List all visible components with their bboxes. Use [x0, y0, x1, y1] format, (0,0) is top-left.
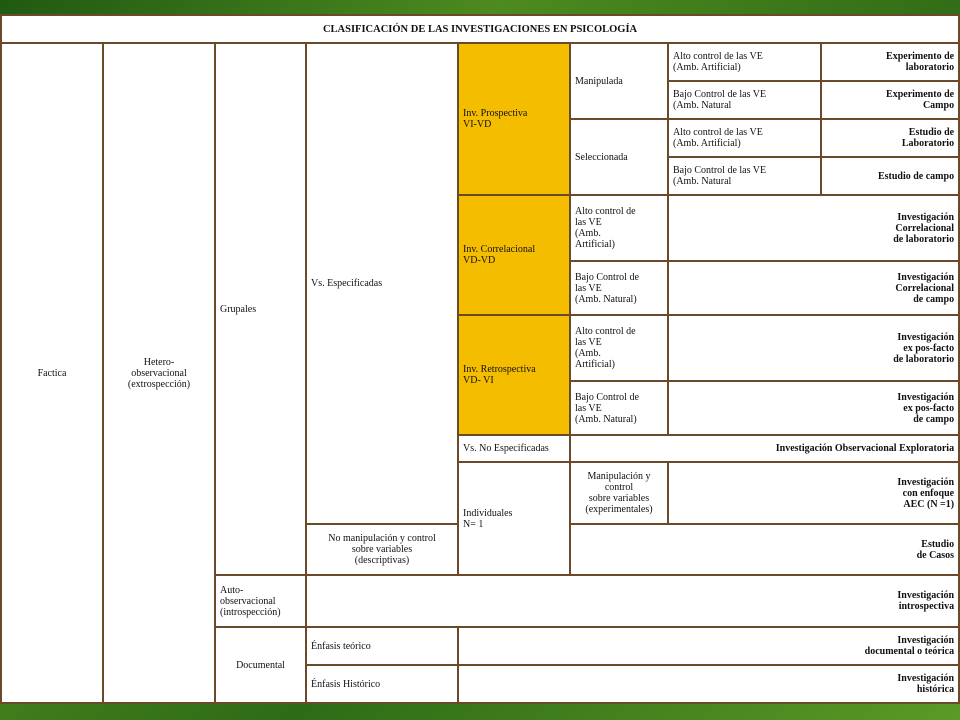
seleccionada-cell	[570, 119, 668, 195]
aec-cell	[668, 462, 959, 524]
prospectiva-cell	[458, 43, 570, 195]
manipulada-label: Manipulada	[575, 75, 623, 87]
corr-alto-cell	[570, 195, 668, 261]
correlacional-label: Inv. Correlacional VD-VD	[463, 244, 536, 266]
enfasis-teorico-cell	[306, 627, 458, 665]
hetero-cell	[103, 43, 215, 703]
historica-cell	[458, 665, 959, 703]
expos-lab-cell	[668, 315, 959, 381]
est-campo-cell	[821, 157, 959, 195]
documental-cell	[215, 627, 306, 703]
manip-bajo-cell	[668, 81, 821, 119]
expos-campo-label: Investigación ex pos-facto de campo	[897, 391, 955, 425]
documental-result-cell	[458, 627, 959, 665]
enfasis-historico-cell	[306, 665, 458, 703]
especificadas-label: Vs. Especificadas	[311, 278, 383, 289]
retrospectiva-cell	[458, 315, 570, 435]
classification-table-container	[0, 14, 960, 704]
no-manipulacion-cell	[306, 524, 458, 575]
retro-alto-label: Alto control de las VE (Amb. Artificial)	[575, 326, 636, 370]
hetero-label: Hetero- observacional (extrospección)	[127, 356, 191, 390]
expos-campo-cell	[668, 381, 959, 435]
aec-label: Investigación con enfoque AEC (N =1)	[897, 476, 955, 510]
casos-cell	[570, 524, 959, 575]
corr-bajo-label: Bajo Control de las VE (Amb. Natural)	[575, 271, 639, 305]
classification-table	[0, 14, 960, 704]
retro-bajo-cell	[570, 381, 668, 435]
manipulacion-label: Manipulación y control sobre variables (experimentales)	[585, 471, 653, 515]
observacional-cell	[570, 435, 959, 462]
observacional-label: Investigación Observacional Exploratoria	[775, 443, 955, 454]
prospectiva-label: Inv. Prospectiva VI-VD	[463, 108, 528, 130]
manipulacion-cell	[570, 462, 668, 524]
est-campo-label: Estudio de campo	[877, 170, 955, 182]
introspectiva-label: Investigación introspectiva	[897, 590, 955, 612]
seleccionada-label: Seleccionada	[575, 151, 628, 163]
expos-lab-label: Investigación ex pos-facto de laboratorio	[893, 331, 955, 365]
factica-cell	[1, 43, 103, 703]
selec-bajo-cell	[668, 157, 821, 195]
factica-label: Factica	[37, 367, 67, 379]
enfasis-teorico-label: Énfasis teórico	[311, 640, 371, 652]
manip-bajo-label: Bajo Control de las VE (Amb. Natural	[673, 89, 767, 111]
selec-bajo-label: Bajo Control de las VE (Amb. Natural	[673, 165, 767, 187]
corr-campo-label: Investigación Correlacional de campo	[895, 271, 955, 305]
exp-campo-cell	[821, 81, 959, 119]
casos-label: Estudio de Casos	[916, 538, 955, 561]
enfasis-historico-label: Énfasis Histórico	[311, 678, 381, 690]
est-lab-label: Estudio de Laboratorio	[901, 127, 955, 149]
auto-label: Auto- observacional (introspección)	[220, 584, 281, 618]
corr-lab-cell	[668, 195, 959, 261]
table-title: CLASIFICACIÓN DE LAS INVESTIGACIONES EN PSICOLOGÍA	[1, 15, 959, 43]
documental-result-label: Investigación documental o teórica	[864, 635, 955, 657]
exp-lab-label: Experimento de laboratorio	[886, 51, 955, 73]
no-especificadas-label: Vs. No Especificadas	[463, 443, 549, 454]
introspectiva-cell	[306, 575, 959, 627]
corr-alto-label: Alto control de las VE (Amb. Artificial)	[575, 206, 636, 250]
est-lab-cell	[821, 119, 959, 157]
corr-lab-label: Investigación Correlacional de laboratorio	[893, 211, 955, 245]
retro-bajo-label: Bajo Control de las VE (Amb. Natural)	[575, 391, 639, 425]
selec-alto-cell	[668, 119, 821, 157]
exp-lab-cell	[821, 43, 959, 81]
corr-bajo-cell	[570, 261, 668, 315]
exp-campo-label: Experimento de Campo	[886, 89, 955, 111]
retro-alto-cell	[570, 315, 668, 381]
documental-label: Documental	[236, 659, 285, 671]
especificadas-cell	[306, 43, 458, 524]
correlacional-cell	[458, 195, 570, 315]
individuales-label: Individuales N= 1	[463, 507, 513, 530]
auto-cell	[215, 575, 306, 627]
manip-alto-label: Alto control de las VE (Amb. Artificial)	[673, 51, 763, 73]
individuales-cell	[458, 462, 570, 575]
retrospectiva-label: Inv. Retrospectiva VD- VI	[463, 364, 536, 386]
historica-label: Investigación histórica	[897, 673, 955, 695]
grupales-cell	[215, 43, 306, 575]
no-especificadas-cell	[458, 435, 570, 462]
corr-campo-cell	[668, 261, 959, 315]
grupales-label: Grupales	[220, 303, 257, 315]
manip-alto-cell	[668, 43, 821, 81]
no-manipulacion-label: No manipulación y control sobre variables (descriptivas)	[328, 533, 436, 566]
manipulada-cell	[570, 43, 668, 119]
selec-alto-label: Alto control de las VE (Amb. Artificial)	[673, 127, 763, 149]
